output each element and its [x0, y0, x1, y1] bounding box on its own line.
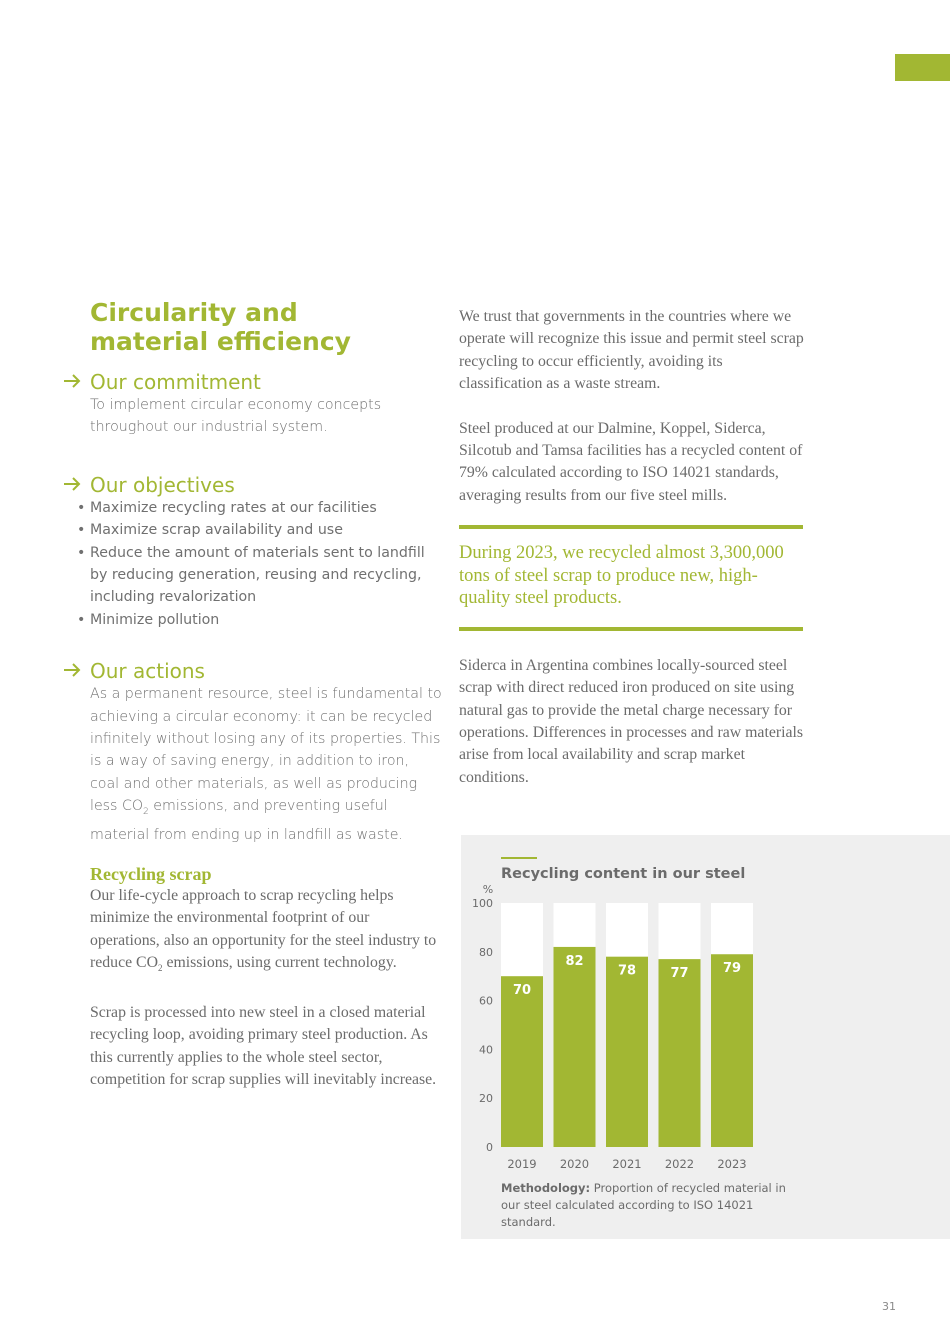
chart-title: Recycling content in our steel [501, 866, 746, 882]
bar-value-label: 78 [617, 963, 637, 979]
arrow-right-icon [62, 659, 90, 683]
x-tick-label: 2019 [507, 1157, 537, 1171]
y-tick-label: 100 [472, 897, 493, 910]
commitment-text: To implement circular economy concepts throughout our industrial system. [90, 397, 382, 436]
bar-value-label: 77 [670, 966, 689, 982]
bar-2022 [659, 959, 701, 1147]
commitment-heading-label: Our commitment [90, 370, 261, 394]
list-item: • Maximize recycling rates at our facilities [90, 497, 442, 519]
objectives-heading [62, 473, 442, 497]
actions-text: As a permanent resource, steel is fundamental to achieving a circular economy: it can be recycled infinitely without losing any of its properties. This is a way of saving energy, in addition to iron, coal and other materials, as well as producing less $CO_2$ emissions, and preventing useful material from ending up in landfill as waste. [90, 686, 442, 843]
y-tick-label: 60 [479, 994, 493, 1008]
bar-value-label: 79 [722, 961, 742, 977]
page-number: 31 [882, 1300, 896, 1313]
x-tick-label: 2023 [717, 1157, 747, 1171]
bar-2019 [501, 976, 543, 1147]
section-title-line2: material efficiency [90, 327, 351, 356]
commitment-heading [62, 370, 442, 394]
recycling-scrap-para1: Our life-cycle approach to scrap recycling helps minimize the environmental footprint of our operations, also an opportunity for the steel industry to reduce $CO_2$ emissions, using current technology. [90, 887, 437, 974]
paragraph-steel-produced: Steel produced at our Dalmine, Koppel, Siderca, Silcotub and Tamsa facilities has a recycled content of 79% calculated according to ISO 14021 standards, averaging results from our five steel mills. [459, 419, 803, 504]
highlight-quote: During 2023, we recycled almost 3,300,000 tons of steel scrap to produce new, high-quality steel products. [459, 543, 784, 609]
bar-2023 [711, 954, 753, 1147]
arrow-right-icon [62, 473, 90, 497]
y-tick-label: 40 [479, 1043, 493, 1057]
recycling-scrap-para2: Scrap is processed into new steel in a closed material recycling loop, avoiding primary steel production. As this currently applies to the whole steel sector, competition for scrap supplies will inevitably increase. [90, 1003, 437, 1088]
actions-heading [62, 659, 442, 683]
bar-2021 [606, 957, 648, 1147]
paragraph-governments: We trust that governments in the countries where we operate will recognize this issue and permit steel scrap recycling to occur efficiently, avoiding its classification as a waste stream. [459, 308, 804, 393]
recycling-scrap-section [90, 863, 440, 1091]
chart-methodology: Methodology: Proportion of recycled material in our steel calculated according to ISO 14021 standard. [501, 1181, 786, 1229]
section-tab-marker [895, 54, 950, 81]
recycling-chart-panel [461, 835, 950, 1239]
list-item: • Maximize scrap availability and use [90, 519, 442, 541]
actions-heading-label: Our actions [90, 659, 205, 684]
recycling-bar-chart [461, 835, 950, 1239]
section-title-line1: Circularity and [90, 298, 298, 327]
arrow-right-icon [62, 370, 90, 394]
section-title [90, 298, 442, 356]
x-tick-label: 2021 [612, 1157, 642, 1171]
bar-value-label: 82 [565, 953, 584, 969]
list-item: • Reduce the amount of materials sent to landfill by reducing generation, reusing and recycling, including revalorization [90, 542, 442, 609]
x-tick-label: 2020 [559, 1157, 590, 1171]
y-tick-label: 0 [486, 1141, 493, 1154]
y-axis-unit-label: % [482, 883, 494, 896]
bar-2020 [554, 947, 596, 1147]
list-item: • Minimize pollution [90, 609, 442, 631]
objectives-heading-label: Our objectives [90, 472, 235, 497]
x-tick-label: 2022 [664, 1157, 695, 1171]
y-tick-label: 20 [479, 1092, 493, 1106]
right-column [459, 306, 804, 789]
objectives-list [62, 497, 442, 631]
bar-value-label: 70 [512, 983, 532, 999]
paragraph-siderca: Siderca in Argentina combines locally-sourced steel scrap with direct reduced iron produced on site using natural gas to provide the metal charge necessary for operations. Differences in processes and raw materials arise from local availability and scrap market conditions. [459, 656, 804, 786]
left-column [62, 298, 442, 846]
y-tick-label: 80 [479, 945, 493, 959]
recycling-scrap-title: Recycling scrap [90, 864, 212, 884]
